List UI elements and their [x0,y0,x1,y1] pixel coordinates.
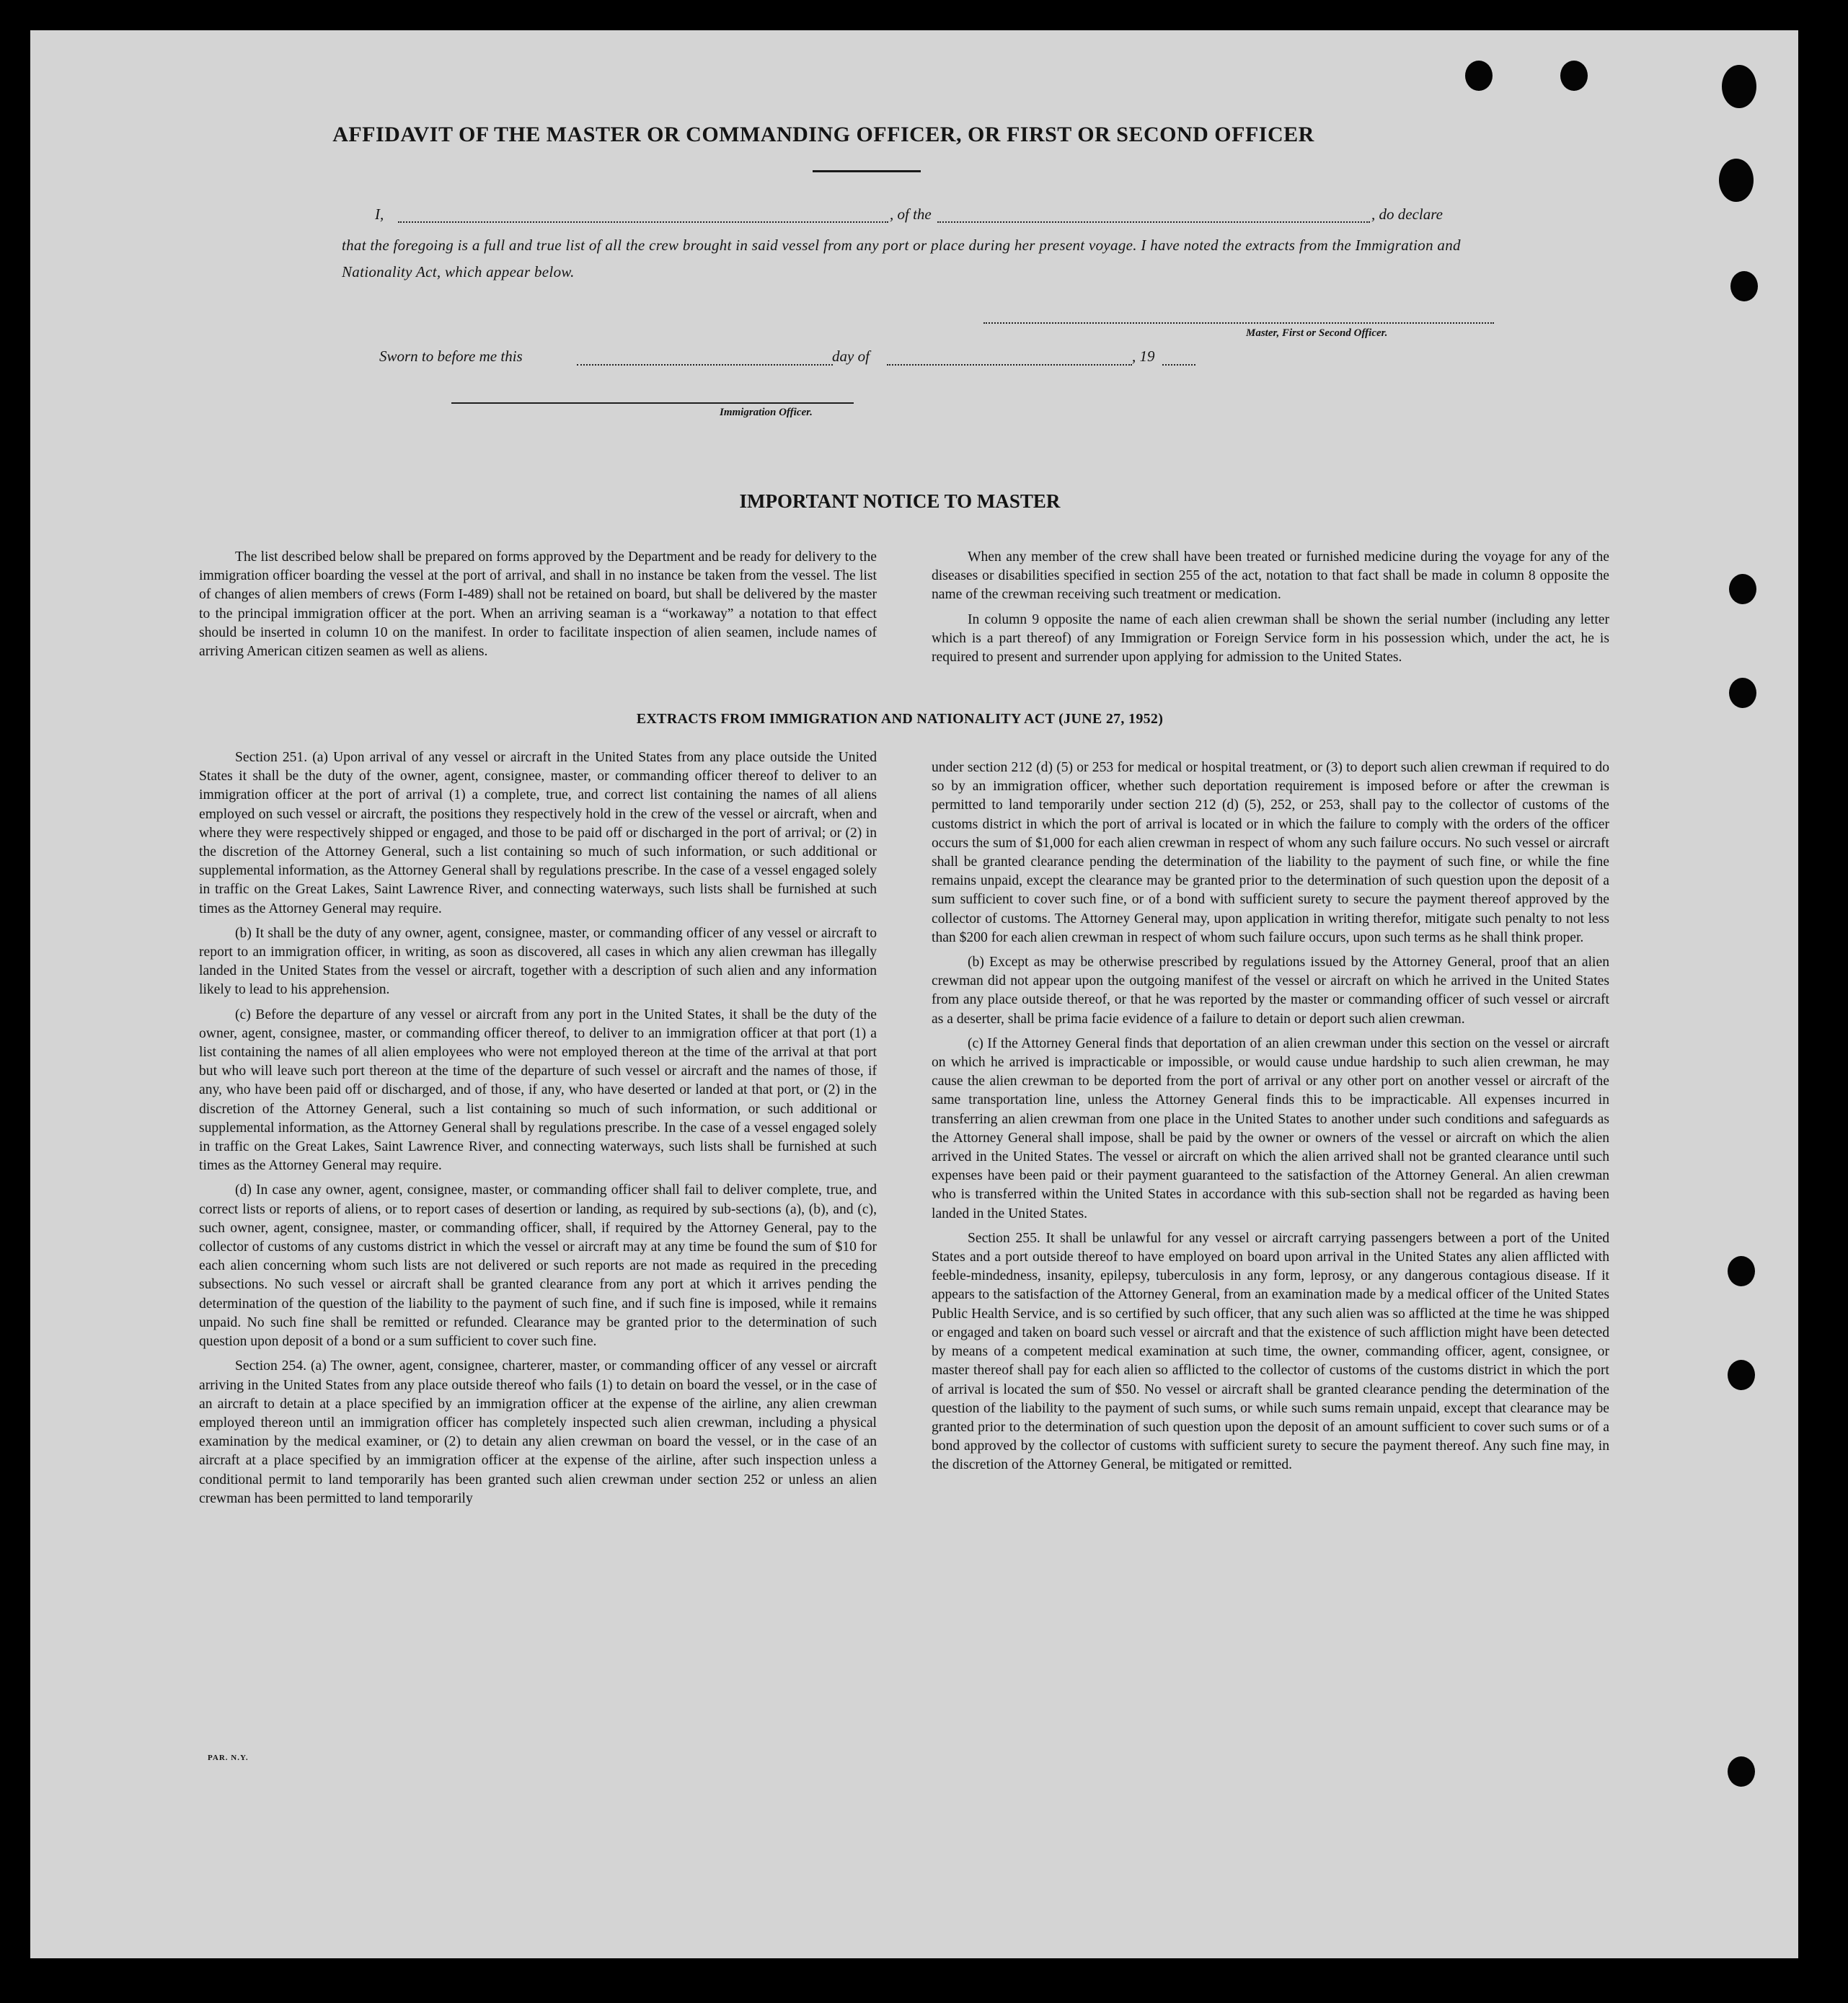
punch-hole [1560,61,1588,91]
punch-hole [1729,574,1756,604]
section-254-a-continued: under section 212 (d) (5) or 253 for medical or hospital treatment, or (3) to deport such alien crewman if required to do so by an immigration officer, whether such deportation requirement is imposed before or after the crewman is permitted to land temporarily under section 212 (d) (5), 252, or 253, shall pay to the collector of customs of the customs district in which the port of arrival is located or in which the failure to comply with the orders of the officer occurs the sum of $1,000 for each alien crewman in respect of whom any such failure occurs. No such vessel or aircraft shall be granted clearance pending the determination of the liability to the payment of such fine, or while the fine remains unpaid, except the clearance may be granted prior to the determination of such question upon the deposit of a sum sufficient to cover such fine, or of a bond with sufficient surety to secure the payment thereof approved by the collector of customs. The Attorney General may, upon application in writing therefor, mitigate such penalty to not less than $200 for each alien crewman in respect of whom such failure occurs, upon such terms as he shall think proper. [932,760,1609,945]
vessel-prefix: , of the [890,205,932,223]
officer-signature-field[interactable] [451,402,854,404]
section-254-a: Section 254. (a) The owner, agent, consignee, charterer, master, or commanding officer of any vessel or aircraft arriving in the United States from any place outside thereof who fails (1) to detain on board the vessel, or in the case of an aircraft to detain at a place specified by an immigration officer at the expense of the airline, any alien crewman employed thereon until an immigration officer has completely inspected such alien crewman, including a physical examination by the medical examiner, or (2) to detain any alien crewman on board the vessel, or in the case of an aircraft at a place specified by an immigration officer at the expense of the airline, after such inspection unless a conditional permit to land temporarily has been granted such alien crewman under section 252 or unless an alien crewman has been permitted to land temporarily [199,1358,877,1506]
master-signature-field[interactable] [983,322,1494,324]
notice-right-paragraph-1: When any member of the crew shall have been treated or furnished medicine during the voyage for any of the diseases or disabilities specified in section 255 of the act, notation to that fact shall be made in column 8 opposite the name of the crewman receiving such treatment or medication. [932,549,1609,603]
declarant-name-field[interactable] [398,221,888,223]
punch-hole [1719,159,1754,202]
master-signature-caption: Master, First or Second Officer. [1246,327,1388,339]
punch-hole [1722,65,1756,108]
section-255: Section 255. It shall be unlawful for any vessel or aircraft carrying passengers between a port of the United States and a port outside thereof to have employed on board upon arrival in the United States any alien afflicted with feeble-mindedness, insanity, epilepsy, tuberculosis in any form, leprosy, or any dangerous contagious disease. If it appears to the satisfaction of the Attorney General, from an examination made by a medical officer of the United States Public Health Service, and is so certified by such officer, that any such alien was so afflicted at the time he was shipped or engaged and taken on board such vessel or aircraft and that the existence of such affliction might have been detected by means of a competent medical examination at such time, the owner, commanding officer, agent, consignee, or master thereof shall pay for each alien so afflicted to the collector of customs of the customs district in which the port of arrival is located the sum of $50. No vessel or aircraft shall be granted clearance pending the determination of the question of the liability to the payment of such sums, or while such sums remain unpaid, except that clearance may be granted prior to the determination of such question upon the deposit of an amount sufficient to cover such sums or of a bond approved by the collector of customs with sufficient surety to secure the payment thereof. Any such fine may, in the discretion of the Attorney General, be mitigated or remitted. [932,1230,1609,1473]
notice-left-paragraph: The list described below shall be prepared on forms approved by the Department and be ready for delivery to the immigration officer boarding the vessel at the port of arrival, and shall in no instance be taken from the vessel. The list of changes of alien members of crews (Form I-489) shall not be retained on board, but shall be delivered by the master to the principal immigration officer at the port. When an arriving seaman is a “workaway” a notation to that effect should be inserted in column 10 on the manifest. In order to facilitate inspection of alien seamen, include names of arriving American citizen seamen as well as aliens. [199,549,877,660]
notice-left-column [199,548,877,667]
extracts-left-column [199,748,877,1514]
sworn-day-field[interactable] [577,364,833,366]
punch-hole [1728,1256,1755,1286]
notice-heading: IMPORTANT NOTICE TO MASTER [739,490,1061,512]
section-251-b: (b) It shall be the duty of any owner, agent, consignee, master, or commanding officer of any vessel or aircraft to report to an immigration officer, in writing, as soon as discovered, all cases in which any alien crewman has illegally landed in the United States from the vessel or aircraft, together with a description of such alien and any information likely to lead to his apprehension. [199,925,877,998]
sworn-day-of: day of [832,348,870,365]
declare-suffix: , do declare [1371,205,1443,223]
notice-right-paragraph-2: In column 9 opposite the name of each alien crewman shall be shown the serial number (including any letter which is a part thereof) of any Immigration or Foreign Service form in his possession which, under the act, he is required to present and surrender upon applying for admission to the United States. [932,611,1609,666]
document-page [30,30,1798,1958]
sworn-month-field[interactable] [887,364,1132,366]
declaration-text: that the foregoing is a full and true list of all the crew brought in said vessel from any port or place during her present voyage. I have noted the extracts from the Immigration and Nationality Act, which appear below. [342,236,1461,280]
punch-hole [1728,1360,1755,1390]
section-251-d: (d) In case any owner, agent, consignee, master, or commanding officer shall fail to deliver complete, true, and correct lists or reports of aliens, or to report cases of desertion or landing, as required by sub-sections (a), (b), and (c), such owner, agent, consignee, master, or commanding officer, shall, if required by the Attorney General, pay to the collector of customs of any customs district in which the vessel or aircraft may at any time be found the sum of $10 for each alien concerning whom such lists are not delivered or such reports are not made as required in the preceding subsections. No such vessel or aircraft shall be granted clearance from any port at which it arrives pending the determination of the question of the liability to the payment of such fine, and if such fine is imposed, while it remains unpaid. No such fine shall be remitted or refunded. Clearance may be granted prior to the determination of such question upon deposit of a bond or a sum sufficient to cover such fine. [199,1182,877,1350]
punch-hole [1730,271,1758,301]
punch-hole [1465,61,1493,91]
punch-hole [1729,678,1756,708]
sworn-prefix: Sworn to before me this [379,348,523,365]
affidavit-title: AFFIDAVIT OF THE MASTER OR COMMANDING OFFICER, OR FIRST OR SECOND OFFICER [332,123,1314,146]
sworn-year-field[interactable] [1162,364,1195,366]
extracts-right-column [932,759,1609,1481]
section-254-b: (b) Except as may be otherwise prescribed by regulations issued by the Attorney General, proof that an alien crewman did not appear upon the outgoing manifest of the vessel or aircraft on which he arrived in the United States from any place outside thereof, or that he was reported by the master or commanding officer of such vessel or aircraft as a deserter, shall be prima facie evidence of a failure to detain or deport such alien crewman. [932,955,1609,1027]
section-251-c: (c) Before the departure of any vessel or aircraft from any port in the United States, it shall be the duty of the owner, agent, consignee, master, or commanding officer thereof, to deliver to an immigration officer at that port (1) a list containing the names of all alien employees who were not employed thereon at the time of the arrival at that port but who will leave such port thereon at the time of the departure of such vessel or aircraft and the names of those, if any, who have been paid off or discharged, and of those, if any, who have deserted or landed at that port, or (2) in the discretion of the Attorney General, such a list containing so much of such information, or such additional or supplemental information, as the Attorney General shall by regulations prescribe. In the case of a vessel engaged solely in traffic on the Great Lakes, Saint Lawrence River, and connecting waterways, such lists shall be furnished at such times as the Attorney General may require. [199,1007,877,1174]
section-251-a: Section 251. (a) Upon arrival of any vessel or aircraft in the United States from any place outside the United States it shall be the duty of the owner, agent, consignee, master, or commanding officer thereof to deliver to an immigration officer at the port of arrival (1) a complete, true, and correct list containing the names of all aliens employed on such vessel or aircraft, the positions they respectively hold in the crew of the vessel or aircraft, when and where they were respectively shipped or engaged, and those to be paid off or discharged in the port of arrival; or (2) in the discretion of the Attorney General, such a list containing so much of such information, or such additional or supplemental information, as the Attorney General shall by regulations prescribe. In the case of a vessel engaged solely in traffic on the Great Lakes, Saint Lawrence River, and connecting waterways, such lists shall be furnished at such times as the Attorney General may require. [199,750,877,916]
sworn-year-prefix: , 19 [1132,348,1155,365]
notice-right-column [932,548,1609,673]
title-divider [813,170,921,172]
extracts-heading: EXTRACTS FROM IMMIGRATION AND NATIONALITY ACT (JUNE 27, 1952) [636,711,1164,727]
declarant-prefix: I, [375,205,384,223]
section-254-c: (c) If the Attorney General finds that deportation of an alien crewman under this section on the vessel or aircraft on which he arrived is impracticable or impossible, or would cause undue hardship to such alien crewman, he may cause the alien crewman to be deported from the port of arrival or any other port on another vessel or aircraft of the same transportation line, unless the Attorney General finds this to be impracticable. All expenses incurred in transferring an alien crewman from one place in the United States to another under such conditions and safeguards as the Attorney General shall impose, shall be paid by the owner or owners of the vessel or aircraft on which the alien arrived in the United States. The vessel or aircraft on which the alien arrived shall not be granted clearance until such expenses have been paid or their payment guaranteed to the satisfaction of the Attorney General. An alien crewman who is transferred within the United States in accordance with this sub-section shall not be regarded as having been landed in the United States. [932,1035,1609,1221]
printer-code: PAR. N.Y. [208,1754,249,1762]
punch-hole [1728,1756,1755,1787]
vessel-name-field[interactable] [937,221,1370,223]
officer-signature-caption: Immigration Officer. [720,407,813,418]
